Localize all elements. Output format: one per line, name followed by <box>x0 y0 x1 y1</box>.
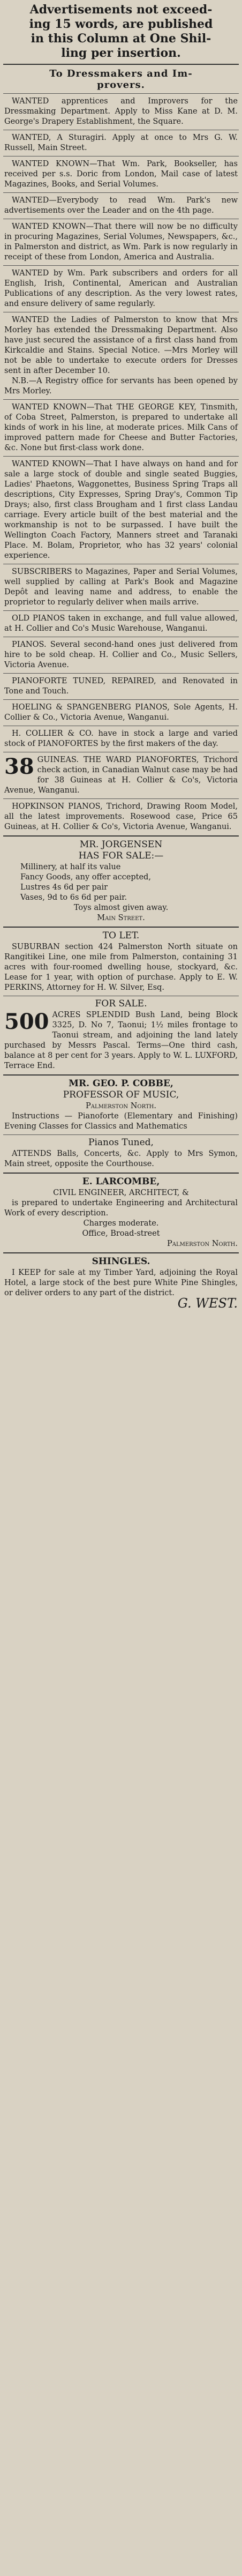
divider <box>3 1173 239 1174</box>
ad-text: is prepared to undertake Engineering and Architectural Work of every description. <box>4 1199 238 1218</box>
ad-george-key <box>4 402 238 453</box>
ad-heading: TO LET. <box>102 930 140 941</box>
divider <box>3 610 239 611</box>
ad-text: PIANOS. Several second-hand ones just delivered from hire to be sold cheap. H. Collier and Co., Music Sellers, Victoria Avenue. <box>4 640 238 669</box>
ad-pianoforte-tuned <box>4 676 238 697</box>
divider <box>3 93 239 94</box>
ad-text: WANTED, A Sturagiri. Apply at once to Mrs G. W. Russell, Main Street. <box>4 133 238 152</box>
ad-for-sale <box>4 999 238 1071</box>
divider <box>3 1252 239 1253</box>
ad-place: Office, Broad-street <box>82 1229 160 1238</box>
masthead-line: ing 15 words, are published <box>29 17 213 31</box>
ad-to-let <box>4 931 238 993</box>
ad-text: WANTED KNOWN—That THE GEORGE KEY, Tinsmith, of Coba Street, Palmerston, is prepared to undertake all kinds of work in his line, at moderate prices. Milk Cans of improved pattern made for Cheese and Butter Factories, &c. None but first-class work done. <box>4 403 238 452</box>
ad-hoeling <box>4 703 238 723</box>
divider <box>3 835 239 837</box>
divider <box>3 192 239 193</box>
ad-line: Fancy Goods, any offer accepted, <box>20 873 151 882</box>
column-masthead <box>3 0 239 61</box>
ad-text: SUBURBAN section 424 Palmerston North situate on Rangitikei Line, one mile from Palmerston, containing 31 acres with four-roomed dwelling house, stockyard, &c. Lease for 1 year, with option of purchase. Apply to E. W. PERKINS, Attorney for H. W. Silver, Esq. <box>4 943 238 992</box>
ad-text: HOELING & SPANGENBERG PIANOS, Sole Agents, H. Collier & Co., Victoria Avenue, Wanganui. <box>4 703 238 722</box>
ad-heading: MR. GEO. P. COBBE, <box>69 1078 173 1089</box>
ad-sturagi <box>4 133 238 153</box>
divider <box>3 64 239 65</box>
divider <box>3 456 239 457</box>
ad-text: WANTED KNOWN—That I have always on hand and for sale a large stock of double and single seated Buggies, Ladies' Phaetons, Waggonettes, Business Spring Traps all descriptions, City Expresses, Spring Dray's, Common Tip Drays; also, first class Brougham and 1 first class Landau carriage. Every article built of the best material and the workmanship is not to be surpassed. I have built the Wellington Coach Factory, Manners street and Taranaki Place. M. Bolam, Proprietor, who has 32 years' colonial experience. <box>4 460 238 560</box>
ad-heading: FOR SALE. <box>95 998 147 1009</box>
ad-subheading: HAS FOR SALE:— <box>78 850 164 861</box>
ad-text: HOPKINSON PIANOS, Trichord, Drawing Room Model, all the latest improvements. Rosewood case, Price 65 Guineas, at H. Collier & Co's, Victoria Avenue, Wanganui. <box>4 802 238 831</box>
ad-subheading: CIVIL ENGINEER, ARCHITECT, & <box>53 1189 189 1197</box>
ad-text: WANTED the Ladies of Palmerston to know that Mrs Morley has extended the Dressmaking Department. Also have just secured the assistance of a first class hand from Kirkcaldie and Stains. Special Notice. —Mrs Morley will not be able to undertake to execute orders for Dresses sent in after December 10. <box>4 316 238 375</box>
ad-text: ATTENDS Balls, Concerts, &c. Apply to Mrs Symon, Main street, opposite the Courthouse. <box>4 1149 238 1168</box>
ad-text: WANTED by Wm. Park subscribers and orders for all English, Irish, Continental, American and Australian Publications of any description. As the very lowest rates, and ensure delivery of same regularly. <box>4 269 238 308</box>
divider <box>3 673 239 674</box>
ad-cobbe <box>4 1079 238 1132</box>
ad-text: I KEEP for sale at my Timber Yard, adjoining the Royal Hotel, a large stock of the best pure White Pine Shingles, or deliver orders to any part of the district. <box>4 1268 238 1297</box>
ad-subheading: PROFESSOR OF MUSIC, <box>63 1089 179 1100</box>
ad-heading: Pianos Tuned, <box>88 1137 154 1148</box>
ad-shingles <box>4 1257 238 1309</box>
ad-text: WANTED KNOWN—That there will now be no difficulty in procuring Magazines, Serial Volumes, Newspapers, &c., in Palmerston and district, as Wm. Park is now regularly in receipt of these from London, America and Australia. <box>4 222 238 262</box>
divider <box>3 1074 239 1076</box>
ad-heading: MR. JORGENSEN <box>79 839 163 850</box>
ad-everybody <box>4 196 238 216</box>
ad-dressmakers-heading <box>3 68 239 91</box>
divider <box>3 927 239 928</box>
divider <box>3 399 239 400</box>
divider <box>3 699 239 700</box>
ad-text: WANTED—Everybody to read Wm. Park's new advertisements over the Leader and on the 4th page. <box>4 196 238 215</box>
ad-text: WANTED KNOWN—That Wm. Park, Bookseller, has received per s.s. Doric from London, Mail case of latest Magazines, Books, and Serial Volumes. <box>4 160 238 189</box>
ad-line: Lustres 4s 6d per pair <box>20 883 108 892</box>
ad-text: Instructions — Pianoforte (Elementary and Finishing) Evening Classes for Classics and Mathematics <box>4 1112 238 1131</box>
divider <box>3 265 239 266</box>
ad-apprentices <box>4 96 238 127</box>
ad-pianos <box>4 640 238 670</box>
ad-text: ACRES SPLENDID Bush Land, being Block 3325, D. No 7, Taonui; 1½ miles frontage to Taonui stream, and adjoining the land lately purchased by Messrs Pascal. Terms—One third cash, balance at 8 per cent for 3 years. Apply to W. L. LUXFORD, Terrace End. <box>4 1011 238 1070</box>
ad-larcombe <box>4 1177 238 1249</box>
ad-text: GUINEAS. THE WARD PIANOFORTES, Trichord check action, in Canadian Walnut case may be had for 38 Guineas at H. Collier & Co's, Victoria Avenue, Wanganui. <box>4 756 238 795</box>
heading-line: To Dressmakers and Im- <box>49 68 193 79</box>
ad-collier-stock <box>4 729 238 749</box>
ad-line: Vases, 9d to 6s 6d per pair. <box>20 893 127 902</box>
ad-signature: G. WEST. <box>177 1296 238 1311</box>
heading-line: provers. <box>97 79 145 91</box>
ad-pianos-tuned <box>4 1138 238 1169</box>
ad-text: SUBSCRIBERS to Magazines, Paper and Serial Volumes, well supplied by calling at Park's Book and Magazine Depôt and leaving name and address, to enable the proprietor to regularly deliver when mails arrive. <box>4 568 238 607</box>
ad-guineas <box>4 755 238 796</box>
ad-heading: SHINGLES. <box>92 1256 150 1267</box>
ad-buggies <box>4 459 238 561</box>
ad-big-number: 38 <box>4 754 34 779</box>
ad-known-magazines <box>4 222 238 263</box>
ad-jorgensen <box>4 840 238 923</box>
masthead-line: in this Column at One Shil- <box>31 32 211 46</box>
divider <box>3 798 239 799</box>
divider <box>3 1134 239 1135</box>
ad-town: Palmerston North. <box>167 1240 238 1248</box>
ad-ladies-palmerston <box>4 315 238 376</box>
ad-park-subscribers <box>4 268 238 309</box>
ad-known-park <box>4 159 238 190</box>
ad-place: Main Street. <box>97 914 145 922</box>
ad-hopkinson <box>4 802 238 832</box>
ad-subscribers <box>4 567 238 608</box>
ad-place: Palmerston North. <box>85 1102 156 1110</box>
ad-line: Millinery, at half its value <box>20 863 121 871</box>
ad-old-pianos <box>4 614 238 634</box>
ad-text: OLD PIANOS taken in exchange, and full value allowed, at H. Collier and Co's Music Warehouse, Wanganui. <box>4 614 238 633</box>
ad-footer: Charges moderate. <box>83 1219 159 1228</box>
ad-big-number: 500 <box>4 1009 49 1034</box>
masthead-line: ling per insertion. <box>61 46 181 60</box>
ad-text: WANTED apprentices and Improvers for the Dressmaking Department. Apply to Miss Kane at D. M. George's Drapery Establishment, the Square. <box>4 97 238 126</box>
ad-footer: Toys almost given away. <box>73 904 169 912</box>
ad-text: H. COLLIER & CO. have in stock a large and varied stock of PIANOFORTES by the first makers of the day. <box>4 729 238 748</box>
masthead-line: Advertisements not exceed- <box>29 3 213 17</box>
ad-registry-note <box>4 376 238 397</box>
ad-text: PIANOFORTE TUNED, REPAIRED, and Renovated in Tone and Touch. <box>4 677 238 696</box>
ad-heading: E. LARCOMBE, <box>82 1176 160 1187</box>
ad-text: N.B.—A Registry office for servants has been opened by Mrs Morley. <box>4 377 238 395</box>
